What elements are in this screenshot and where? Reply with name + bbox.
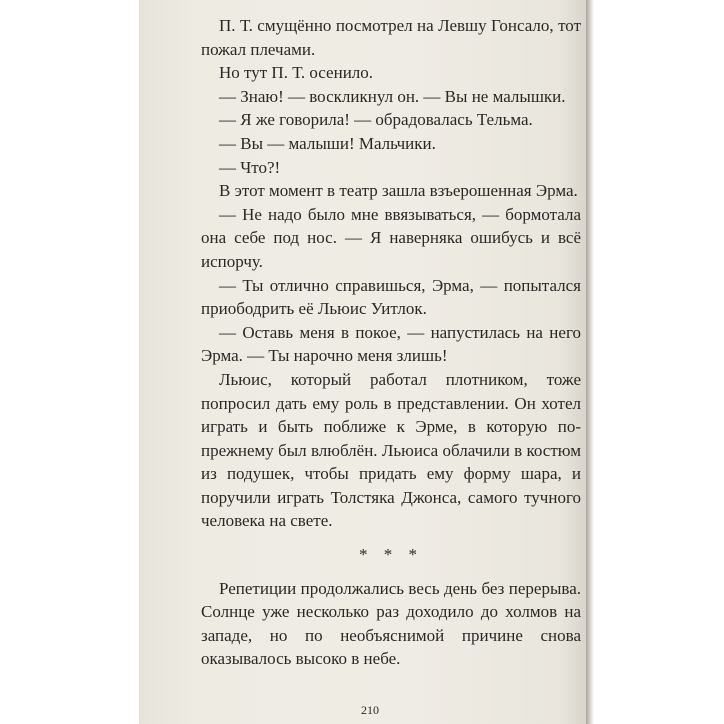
page-edge-shadow [586,0,594,724]
section-separator: * * * [359,545,423,565]
paragraph-2: Но тут П. Т. осенило. [219,63,374,83]
paragraph-1: П. Т. смущённо посмотрел на Левшу Гонсало, тот пожал плечами. [201,16,581,59]
paragraph-6: — Что?! [219,157,281,177]
page-number: 210 [361,703,379,717]
paragraph-10: — Оставь меня в покое, — напустилась на него Эрма. — Ты нарочно меня злишь! [201,322,581,366]
paragraph-11: Льюис, который работал плотником, тоже попросил дать ему роль в представлении. Он хотел играть и быть поближе к Эрме, в которую по-прежнему был влюблён. Льюиса облачили в костюм из подушек, чтобы придать ему форму шара, и поручили играть Толстяка Джонса, самого тучного человека на свете. [201,369,581,531]
paragraph-8: — Не надо было мне ввязываться, — бормотала она себе под нос. — Я наверняка ошибусь и всё испорчу. [201,204,581,271]
paragraph-5: — Вы — малыши! Мальчики. [219,133,436,153]
paragraph-3: — Знаю! — воскликнул он. — Вы не малышки. [219,86,566,106]
paragraph-9: — Ты отлично справишься, Эрма, — попытался приободрить её Льюис Уитлок. [201,275,581,319]
paragraph-4: — Я же говорила! — обрадовалась Тельма. [219,110,533,130]
closing-paragraph: Репетиции продолжались весь день без перерыва. Солнце уже несколько раз доходило до холмов на западе, но по необъяснимой причине снова оказывалось высоко в небе. [201,578,581,669]
body-text [201,14,581,671]
paragraph-7: В этот момент в театр зашла взъерошенная Эрма. [219,181,578,201]
